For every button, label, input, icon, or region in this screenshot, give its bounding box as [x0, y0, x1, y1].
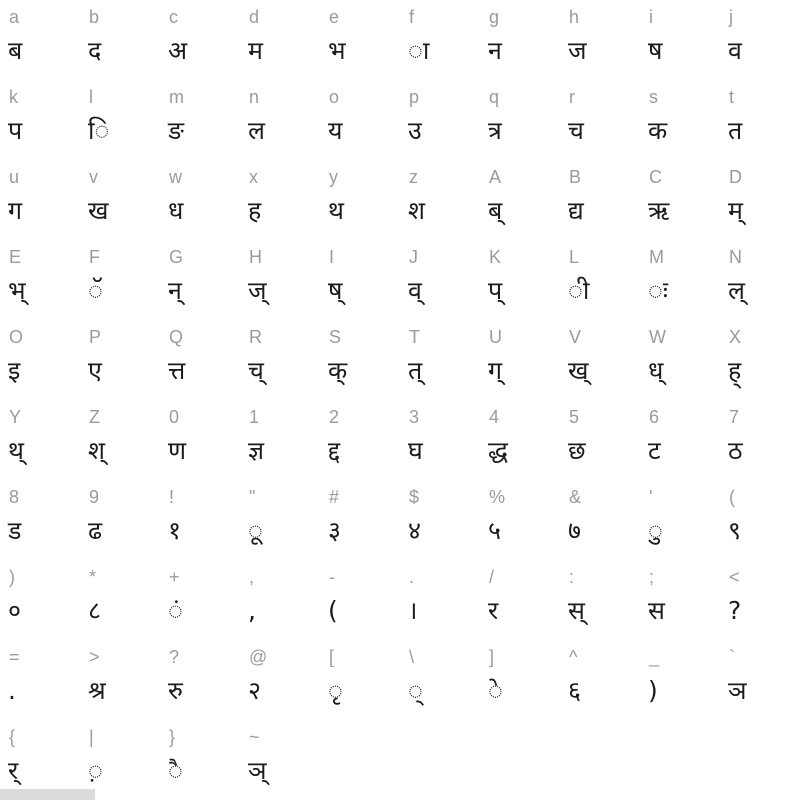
cell-character-label: f	[409, 7, 415, 27]
cell-glyph: ञ	[728, 676, 747, 705]
cell-character-label: x	[249, 167, 258, 187]
cell-character-label: r	[569, 87, 575, 107]
cell-glyph: न	[488, 36, 502, 65]
cell-character-label: k	[9, 87, 18, 107]
cell-glyph: ा	[408, 36, 430, 65]
cell-character-label: 6	[649, 407, 660, 427]
cell-character-label: 5	[569, 407, 580, 427]
cell-character-label: a	[9, 7, 20, 27]
cell-glyph: थ	[328, 196, 344, 225]
cell-character-label: T	[409, 327, 420, 347]
cell-character-label: ~	[249, 727, 260, 747]
cell-glyph: ष्	[328, 276, 343, 305]
cell-character-label: 9	[89, 487, 100, 507]
cell-glyph: ि	[88, 116, 110, 145]
cell-character-label: 4	[489, 407, 500, 427]
cell-character-label: d	[249, 7, 260, 27]
cell-glyph: )	[648, 676, 658, 705]
cell-character-label: (	[729, 487, 735, 507]
cell-glyph: ै	[168, 756, 183, 785]
cell-character-label: J	[409, 247, 418, 267]
charmap-cell[interactable]	[240, 480, 320, 560]
cell-character-label: ]	[489, 647, 495, 667]
cell-glyph: त्र	[488, 116, 502, 145]
cell-character-label: o	[329, 87, 340, 107]
cell-glyph: घ	[408, 436, 423, 465]
cell-character-label: W	[649, 327, 666, 347]
cell-glyph: स	[648, 596, 665, 625]
charmap-cell[interactable]	[80, 0, 160, 80]
charmap-cell[interactable]	[160, 160, 240, 240]
cell-glyph: ह्	[728, 356, 742, 385]
cell-character-label: X	[729, 327, 742, 347]
cell-character-label: |	[89, 727, 94, 747]
charmap-cell[interactable]	[240, 320, 320, 400]
cell-character-label: .	[409, 567, 415, 587]
cell-character-label: >	[89, 647, 100, 667]
cell-character-label: C	[649, 167, 662, 187]
charmap-cell[interactable]	[560, 480, 640, 560]
charmap-cell[interactable]	[0, 720, 80, 800]
cell-glyph: ह	[248, 196, 262, 225]
charmap-cell[interactable]	[80, 400, 160, 480]
charmap-cell[interactable]	[320, 480, 400, 560]
charmap-cell[interactable]	[0, 480, 80, 560]
cell-character-label: @	[249, 647, 268, 667]
cell-glyph: १	[168, 516, 182, 545]
cell-glyph: ङ	[168, 116, 184, 145]
charmap-cell[interactable]	[240, 720, 320, 800]
cell-glyph: ्	[408, 676, 423, 705]
cell-character-label: j	[729, 7, 733, 27]
cell-glyph: इ	[8, 356, 21, 385]
cell-glyph: अ	[168, 36, 188, 65]
cell-character-label: D	[729, 167, 742, 187]
cell-character-label: ^	[569, 647, 578, 667]
charmap-cell[interactable]	[720, 640, 800, 720]
cell-glyph: त्	[408, 356, 423, 385]
cell-character-label: s	[649, 87, 658, 107]
cell-character-label: 2	[329, 407, 340, 427]
cell-glyph: ।	[408, 596, 418, 625]
cell-character-label: e	[329, 7, 340, 27]
cell-glyph: ब्	[488, 196, 503, 225]
cell-glyph: य	[328, 116, 343, 145]
charmap-cell[interactable]	[720, 160, 800, 240]
cell-glyph: ज्ञ	[248, 436, 265, 465]
cell-character-label: P	[89, 327, 102, 347]
charmap-cell[interactable]	[160, 80, 240, 160]
cell-character-label: +	[169, 567, 180, 587]
cell-glyph: च	[568, 116, 584, 145]
cell-glyph: ऋ	[648, 196, 670, 225]
cell-character-label: /	[489, 567, 495, 587]
charmap-cell[interactable]	[720, 400, 800, 480]
cell-glyph: त	[728, 116, 743, 145]
cell-glyph: च्	[248, 356, 264, 385]
charmap-cell[interactable]	[400, 0, 480, 80]
cell-character-label: 3	[409, 407, 420, 427]
cell-character-label: L	[569, 247, 580, 267]
charmap-cell[interactable]	[400, 160, 480, 240]
charmap-cell[interactable]	[480, 0, 560, 80]
cell-glyph: द्ध	[488, 436, 508, 465]
charmap-cell[interactable]	[240, 560, 320, 640]
charmap-cell[interactable]	[0, 160, 80, 240]
cell-glyph: ़	[88, 756, 103, 785]
cell-glyph: र्	[8, 756, 19, 785]
charmap-cell[interactable]	[720, 80, 800, 160]
cell-glyph: भ	[328, 36, 346, 65]
cell-character-label: }	[169, 727, 176, 747]
cell-glyph: ख्	[568, 356, 589, 385]
cell-glyph: ,	[248, 596, 256, 625]
cell-character-label: ,	[249, 567, 255, 587]
cell-glyph: प्	[488, 276, 503, 305]
cell-glyph: ट	[648, 436, 661, 465]
charmap-cell[interactable]	[560, 0, 640, 80]
charmap-cell[interactable]	[400, 320, 480, 400]
cell-glyph: द्द	[328, 436, 341, 465]
cell-glyph: ब	[8, 36, 23, 65]
cell-glyph: र	[488, 596, 499, 625]
charmap-cell[interactable]	[160, 320, 240, 400]
cell-glyph: ०	[8, 596, 22, 625]
charmap-cell[interactable]	[480, 80, 560, 160]
horizontal-scrollbar-thumb[interactable]	[0, 789, 95, 800]
cell-glyph: ड	[8, 516, 22, 545]
cell-glyph: ग्	[488, 356, 503, 385]
charmap-cell[interactable]	[480, 640, 560, 720]
cell-character-label: `	[729, 647, 735, 667]
charmap-cell[interactable]	[240, 0, 320, 80]
cell-character-label: N	[729, 247, 742, 267]
charmap-cell[interactable]	[0, 320, 80, 400]
charmap-cell[interactable]	[0, 400, 80, 480]
cell-glyph: छ	[568, 436, 586, 465]
charmap-cell[interactable]	[320, 640, 400, 720]
cell-character-label: w	[169, 167, 182, 187]
cell-glyph: .	[8, 676, 16, 705]
charmap-cell[interactable]	[240, 160, 320, 240]
cell-glyph: ५	[488, 516, 502, 545]
cell-glyph: ९	[728, 516, 742, 545]
charmap-cell[interactable]	[240, 400, 320, 480]
charmap-cell[interactable]	[640, 160, 720, 240]
cell-character-label: v	[89, 167, 98, 187]
charmap-cell[interactable]	[560, 240, 640, 320]
cell-character-label: t	[729, 87, 735, 107]
cell-glyph: ज	[568, 36, 587, 65]
charmap-cell[interactable]	[640, 0, 720, 80]
cell-glyph: श्र	[88, 676, 106, 705]
charmap-cell[interactable]	[0, 80, 80, 160]
charmap-cell[interactable]	[480, 160, 560, 240]
charmap-cell[interactable]	[160, 400, 240, 480]
cell-character-label: B	[569, 167, 582, 187]
cell-glyph: ल्	[728, 276, 745, 305]
charmap-cell[interactable]	[0, 640, 80, 720]
cell-glyph: द्य	[568, 196, 584, 225]
cell-character-label: %	[489, 487, 506, 507]
charmap-cell[interactable]	[160, 240, 240, 320]
charmap-cell[interactable]	[640, 80, 720, 160]
charmap-cell[interactable]	[400, 240, 480, 320]
cell-character-label: 0	[169, 407, 180, 427]
cell-glyph: उ	[408, 116, 422, 145]
charmap-cell[interactable]	[720, 0, 800, 80]
cell-glyph: ं	[168, 596, 183, 625]
charmap-cell[interactable]	[480, 240, 560, 320]
charmap-cell[interactable]	[80, 80, 160, 160]
cell-character-label: n	[249, 87, 260, 107]
cell-glyph: प	[8, 116, 23, 145]
charmap-cell[interactable]	[640, 640, 720, 720]
cell-character-label: V	[569, 327, 582, 347]
cell-character-label: #	[329, 487, 340, 507]
cell-glyph: श	[408, 196, 426, 225]
cell-glyph: म	[248, 36, 263, 65]
cell-character-label: O	[9, 327, 24, 347]
cell-character-label: l	[89, 87, 93, 107]
cell-glyph: ध्	[648, 356, 664, 385]
cell-character-label: R	[249, 327, 262, 347]
charmap-cell[interactable]	[320, 160, 400, 240]
charmap-cell[interactable]	[320, 0, 400, 80]
cell-character-label: ?	[169, 647, 180, 667]
cell-glyph: म्	[728, 196, 743, 225]
charmap-cell[interactable]	[160, 480, 240, 560]
charmap-cell[interactable]	[160, 720, 240, 800]
cell-character-label: *	[89, 567, 97, 587]
cell-glyph: ी	[568, 276, 590, 305]
charmap-cell[interactable]	[400, 640, 480, 720]
cell-glyph: थ्	[8, 436, 24, 465]
charmap-cell[interactable]	[720, 480, 800, 560]
cell-character-label: -	[329, 567, 335, 587]
cell-glyph: क्	[328, 356, 348, 385]
cell-glyph: ध	[168, 196, 184, 225]
charmap-cell[interactable]	[0, 560, 80, 640]
charmap-cell[interactable]	[400, 80, 480, 160]
charmap-cell[interactable]	[720, 560, 800, 640]
cell-glyph: ः	[648, 276, 668, 305]
charmap-cell[interactable]	[240, 240, 320, 320]
cell-glyph: ८	[88, 596, 102, 625]
cell-glyph: ए	[88, 356, 102, 385]
cell-character-label: S	[329, 327, 342, 347]
cell-glyph: ६	[568, 676, 582, 705]
cell-character-label: Q	[169, 327, 184, 347]
cell-glyph: (	[328, 596, 338, 625]
cell-glyph: ग	[8, 196, 23, 225]
cell-character-label: m	[169, 87, 184, 107]
cell-character-label: {	[9, 727, 16, 747]
charmap-cell[interactable]	[240, 80, 320, 160]
cell-character-label: Y	[9, 407, 22, 427]
cell-glyph: त्त	[168, 356, 186, 385]
charmap-cell[interactable]	[640, 400, 720, 480]
cell-glyph: े	[488, 676, 503, 705]
cell-character-label: =	[9, 647, 20, 667]
cell-character-label: "	[249, 487, 256, 507]
cell-character-label: 8	[9, 487, 20, 507]
charmap-cell[interactable]	[640, 560, 720, 640]
charmap-cell[interactable]	[240, 640, 320, 720]
cell-glyph: ढ	[88, 516, 103, 545]
charmap-cell[interactable]	[160, 640, 240, 720]
cell-glyph: भ्	[8, 276, 26, 305]
cell-character-label: F	[89, 247, 100, 267]
cell-character-label: y	[329, 167, 338, 187]
cell-character-label: K	[489, 247, 502, 267]
cell-character-label: [	[329, 647, 335, 667]
cell-character-label: c	[169, 7, 178, 27]
charmap-cell[interactable]	[160, 560, 240, 640]
charmap-cell[interactable]	[560, 640, 640, 720]
cell-character-label: u	[9, 167, 20, 187]
cell-character-label: \	[409, 647, 415, 667]
cell-glyph: ख	[88, 196, 109, 225]
charmap-cell[interactable]	[160, 0, 240, 80]
cell-glyph: न्	[168, 276, 182, 305]
cell-character-label: b	[89, 7, 100, 27]
cell-glyph: २	[248, 676, 262, 705]
cell-character-label: G	[169, 247, 184, 267]
charmap-cell[interactable]	[560, 160, 640, 240]
cell-glyph: व	[728, 36, 742, 65]
cell-character-label: p	[409, 87, 420, 107]
cell-glyph: ृ	[328, 676, 343, 705]
charmap-cell[interactable]	[80, 480, 160, 560]
cell-character-label: !	[169, 487, 175, 507]
charmap-cell[interactable]	[560, 560, 640, 640]
cell-character-label: M	[649, 247, 664, 267]
cell-character-label: I	[329, 247, 335, 267]
cell-character-label: A	[489, 167, 502, 187]
charmap-cell[interactable]	[560, 400, 640, 480]
charmap-cell[interactable]	[80, 320, 160, 400]
charmap-cell[interactable]	[320, 400, 400, 480]
cell-character-label: i	[649, 7, 653, 27]
cell-glyph: ॅ	[88, 276, 103, 305]
cell-character-label: <	[729, 567, 740, 587]
cell-glyph: ४	[408, 516, 422, 545]
cell-character-label: 7	[729, 407, 740, 427]
cell-character-label: z	[409, 167, 418, 187]
charmap-cell[interactable]	[480, 400, 560, 480]
cell-character-label: '	[649, 487, 653, 507]
cell-glyph: क	[648, 116, 668, 145]
cell-glyph: रु	[168, 676, 183, 705]
charmap-cell[interactable]	[720, 320, 800, 400]
cell-character-label: ;	[649, 567, 655, 587]
cell-character-label: :	[569, 567, 575, 587]
cell-glyph: द	[88, 36, 102, 65]
cell-glyph: श्	[88, 436, 106, 465]
charmap-cell[interactable]	[320, 560, 400, 640]
charmap-cell[interactable]	[560, 80, 640, 160]
cell-character-label: )	[9, 567, 15, 587]
charmap-cell[interactable]	[640, 480, 720, 560]
cell-glyph: ु	[648, 516, 663, 545]
cell-character-label: H	[249, 247, 262, 267]
cell-character-label: _	[649, 647, 660, 667]
charmap-cell[interactable]	[560, 320, 640, 400]
cell-glyph: स्	[568, 596, 585, 625]
charmap-cell[interactable]	[80, 640, 160, 720]
charmap-cell[interactable]	[720, 240, 800, 320]
charmap-cell[interactable]	[320, 80, 400, 160]
cell-glyph: ञ्	[248, 756, 267, 785]
charmap-cell[interactable]	[320, 320, 400, 400]
cell-glyph: ण	[168, 436, 187, 465]
cell-glyph: ?	[728, 596, 742, 625]
cell-glyph: ष	[648, 36, 663, 65]
cell-character-label: h	[569, 7, 580, 27]
cell-character-label: 1	[249, 407, 260, 427]
cell-glyph: ठ	[728, 436, 743, 465]
cell-character-label: &	[569, 487, 582, 507]
cell-character-label: g	[489, 7, 500, 27]
charmap-cell[interactable]	[80, 240, 160, 320]
charmap-cell[interactable]	[400, 400, 480, 480]
charmap-cell[interactable]	[80, 160, 160, 240]
charmap-cell[interactable]	[0, 240, 80, 320]
cell-character-label: Z	[89, 407, 100, 427]
charmap-cell[interactable]	[80, 720, 160, 800]
cell-glyph: व्	[408, 276, 422, 305]
charmap-cell[interactable]	[0, 0, 80, 80]
cell-glyph: ३	[328, 516, 342, 545]
charmap-cell[interactable]	[640, 320, 720, 400]
charmap-cell[interactable]	[320, 240, 400, 320]
charmap-cell[interactable]	[400, 560, 480, 640]
cell-glyph: ज्	[248, 276, 267, 305]
charmap-cell[interactable]	[80, 560, 160, 640]
cell-character-label: q	[489, 87, 500, 107]
cell-character-label: $	[409, 487, 420, 507]
cell-glyph: ७	[568, 516, 582, 545]
charmap-cell[interactable]	[400, 480, 480, 560]
charmap-cell[interactable]	[640, 240, 720, 320]
cell-character-label: E	[9, 247, 22, 267]
charmap-cell[interactable]	[480, 560, 560, 640]
charmap-cell[interactable]	[480, 320, 560, 400]
cell-glyph: ू	[248, 516, 263, 545]
cell-character-label: U	[489, 327, 502, 347]
cell-glyph: ल	[248, 116, 265, 145]
charmap-cell[interactable]	[480, 480, 560, 560]
